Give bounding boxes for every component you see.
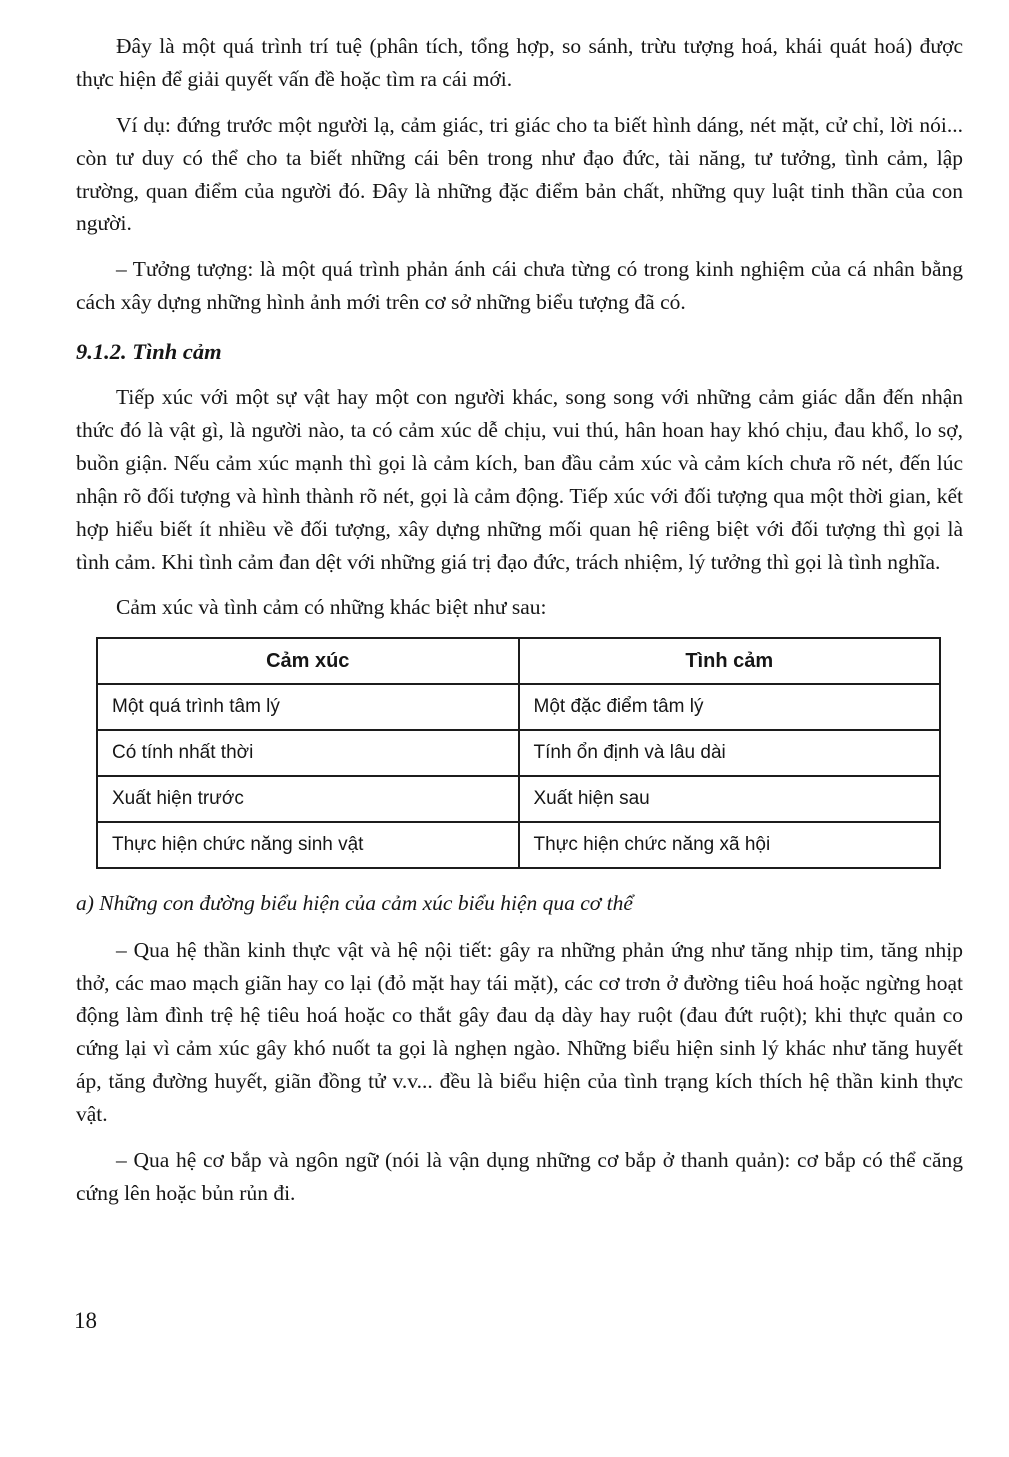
- paragraph-table-lead-in: Cảm xúc và tình cảm có những khác biệt như sau:: [116, 595, 547, 620]
- page-number: 18: [74, 1308, 97, 1333]
- table-cell: Xuất hiện trước: [97, 776, 519, 822]
- subsection-heading-a: a) Những con đường biểu hiện của cảm xúc biểu hiện qua cơ thể: [76, 891, 633, 916]
- table-header-cam-xuc: Cảm xúc: [97, 638, 519, 684]
- section-heading-9-1-2: 9.1.2. Tình cảm: [76, 339, 222, 365]
- table-row: [97, 730, 940, 776]
- table-cell: Một quá trình tâm lý: [97, 684, 519, 730]
- table-row: [97, 776, 940, 822]
- table-header-tinh-cam: Tình cảm: [519, 638, 941, 684]
- paragraph-example: Ví dụ: đứng trước một người lạ, cảm giác, tri giác cho ta biết hình dáng, nét mặt, cử chỉ, lời nói... còn tư duy có thể cho ta biết những cái bên trong như đạo đức, tài năng, tư tưởng, tình cảm, lập trường, quan điểm của người đó. Đây là những đặc điểm bản chất, những quy luật tinh thần của con người.: [76, 112, 963, 236]
- table-cell: Thực hiện chức năng sinh vật: [97, 822, 519, 868]
- paragraph-emotion-formation: Tiếp xúc với một sự vật hay một con người khác, song song với những cảm giác dẫn đến nhận thức đó là vật gì, là người nào, ta có cảm xúc dễ chịu, vui thú, hân hoan hay khó chịu, đau khổ, lo sợ, buồn giận. Nếu cảm xúc mạnh thì gọi là cảm kích, ban đầu cảm xúc và cảm kích chưa rõ nét, đến lúc nhận rõ đối tượng và hình thành rõ nét, gọi là cảm động. Tiếp xúc với đối tượng qua một thời gian, kết hợp hiểu biết ít nhiều về đối tượng, xây dựng những mối quan hệ riêng biệt với đối tượng thì gọi là tình cảm. Khi tình cảm đan dệt với những giá trị đạo đức, trách nhiệm, lý tưởng thì gọi là tình nghĩa.: [76, 385, 963, 574]
- table-cell: Thực hiện chức năng xã hội: [519, 822, 941, 868]
- table-row: [97, 822, 940, 868]
- table-header-row: [97, 638, 940, 684]
- paragraph-muscles-language: – Qua hệ cơ bắp và ngôn ngữ (nói là vận dụng những cơ bắp ở thanh quản): cơ bắp có thể căng cứng lên hoặc bủn rủn đi.: [76, 1147, 963, 1205]
- paragraph-imagination: – Tưởng tượng: là một quá trình phản ánh cái chưa từng có trong kinh nghiệm của cá nhân bằng cách xây dựng những hình ảnh mới trên cơ sở những biểu tượng đã có.: [76, 257, 963, 315]
- table-cell: Tính ổn định và lâu dài: [519, 730, 941, 776]
- emotion-comparison-table: [96, 637, 941, 869]
- table-cell: Có tính nhất thời: [97, 730, 519, 776]
- paragraph-nervous-system: – Qua hệ thần kinh thực vật và hệ nội tiết: gây ra những phản ứng như tăng nhịp tim, tăng nhịp thở, các mao mạch giãn hay co lại (đỏ mặt hay tái mặt), các cơ trơn ở đường tiêu hoá hoặc ngừng hoạt động làm đình trệ hệ tiêu hoá hoặc co thắt gây đau dạ dày hay ruột (đau đứt ruột); khi thực quản co cứng lại vì cảm xúc gây khó nuốt ta gọi là nghẹn ngào. Những biểu hiện sinh lý khác như tăng huyết áp, tăng đường huyết, giãn đồng tử v.v... đều là biểu hiện của tình trạng kích thích hệ thần kinh thực vật.: [76, 937, 963, 1127]
- table-row: [97, 684, 940, 730]
- table-cell: Xuất hiện sau: [519, 776, 941, 822]
- table-cell: Một đặc điểm tâm lý: [519, 684, 941, 730]
- paragraph-intellect-process: Đây là một quá trình trí tuệ (phân tích, tổng hợp, so sánh, trừu tượng hoá, khái quát hoá) được thực hiện để giải quyết vấn đề hoặc tìm ra cái mới.: [76, 34, 963, 91]
